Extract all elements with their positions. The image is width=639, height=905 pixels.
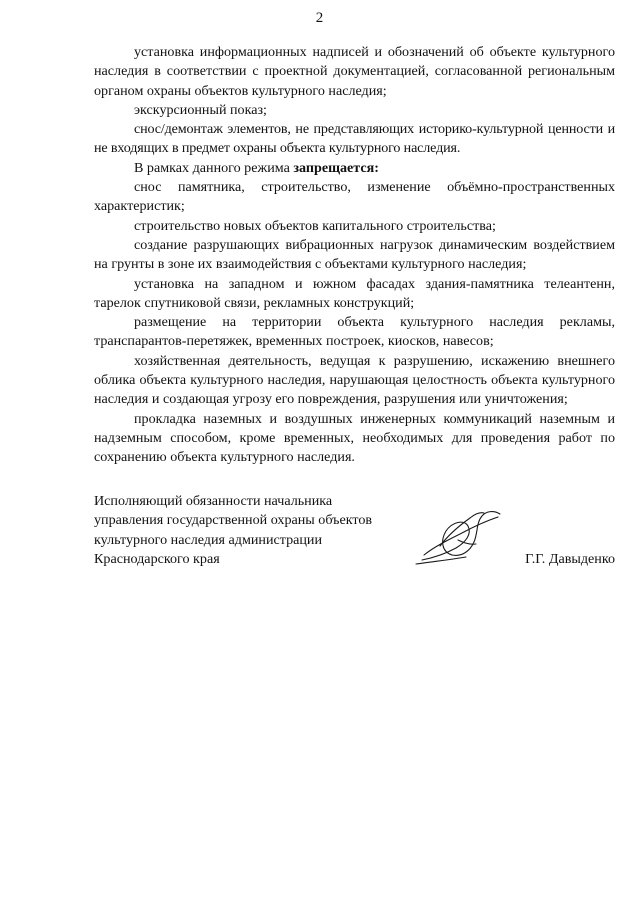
page-number: 2: [315, 10, 324, 26]
signer-position-line-3: культурного наследия администрации: [94, 531, 323, 548]
paragraph-vibration-loads: создание разрушающих вибрационных нагрузок динамическим воздействием на грунты в зоне их взаимодействия с объектами культурного наследия;: [94, 236, 615, 273]
signer-position-line-4: Краснодарского края: [94, 550, 220, 567]
paragraph-excursion: экскурсионный показ;: [134, 101, 267, 118]
signer-position-line-1: Исполняющий обязанности начальника: [94, 493, 333, 509]
paragraph-regime-prohibited: [94, 159, 615, 178]
paragraph-info-signs: установка информационных надписей и обозначений об объекте культурного наследия в соответствии с проектной документацией, согласованной региональным органом охраны объектов культурного наследия;: [94, 44, 615, 99]
paragraph-new-construction: строительство новых объектов капитального строительства;: [134, 217, 496, 234]
paragraph-advertising: размещение на территории объекта культурного наследия рекламы, транспарантов-перетяжек, временных построек, киосков, навесов;: [94, 314, 615, 350]
paragraph-economic-activity: хозяйственная деятельность, ведущая к разрушению, искажению внешнего облика объекта культурного наследия, нарушающая целостность объекта культурного наследия и создающая угрозу его повреждения, разрушения или уничтожения;: [94, 352, 615, 408]
signer-position-line-2: управления государственной охраны объектов: [94, 512, 373, 529]
document-body: [94, 43, 615, 468]
paragraph-monument-demolition: снос памятника, строительство, изменение объёмно-пространственных характеристик;: [94, 179, 615, 215]
signer-name: Г.Г. Давыденко: [525, 550, 615, 567]
signature-block: [94, 492, 615, 569]
regime-prohibited-label: запрещается:: [293, 159, 379, 176]
paragraph-utility-lines: прокладка наземных и воздушных инженерных коммуникаций наземным и надземным способом, кроме временных, необходимых для проведения работ по сохранению объекта культурного наследия.: [94, 410, 615, 466]
paragraph-demolition-elements: снос/демонтаж элементов, не представляющих историко-культурной ценности и не входящих в предмет охраны объекта культурного наследия.: [94, 121, 615, 157]
handwritten-signature: [410, 500, 506, 570]
paragraph-antenna-installation: установка на западном и южном фасадах здания-памятника телеантенн, тарелок спутниковой связи, рекламных конструкций;: [94, 275, 615, 311]
regime-intro: В рамках данного режима: [134, 159, 294, 176]
